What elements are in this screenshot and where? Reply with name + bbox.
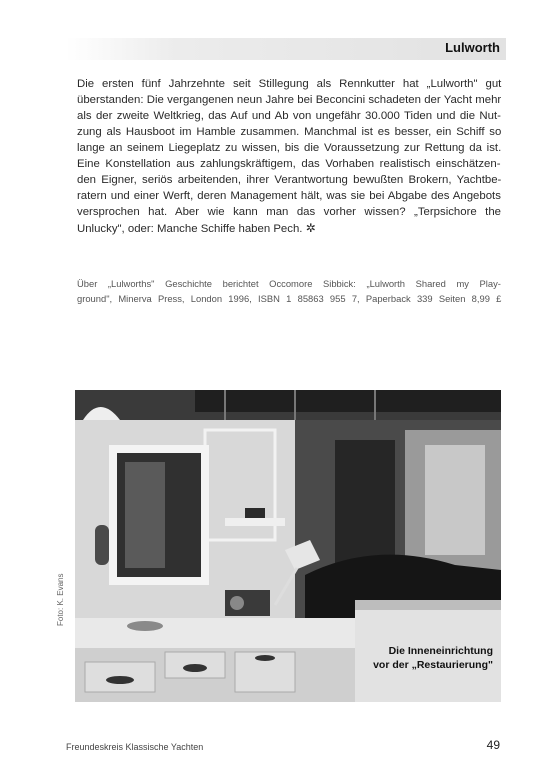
page-title: Lulworth [445, 40, 500, 55]
article-line-last [77, 220, 501, 237]
page-number: 49 [486, 738, 500, 752]
header-band [66, 38, 506, 60]
source-note [77, 276, 501, 306]
article-line: lange an seinem Liegeplatz zu wissen, bis die Voraussetzung zur Rettung da ist. [77, 142, 502, 154]
photo-credit: Foto: K. Evans [56, 573, 65, 626]
article-body [77, 76, 501, 237]
source-note-line: ground", Minerva Press, London 1996, ISBN 1 85863 955 7, Paperback 339 Seiten 8,99 £ [77, 293, 502, 304]
source-note-line: Über „Lulworths" Geschichte berichtet Occomore Sibbick: „Lulworth Shared my Play- [77, 278, 501, 289]
article-line: versprochen hat. Aber wie kann man das vorher wissen? „Terpsichore the [77, 206, 502, 218]
article-line: ratern und einer Werft, deren Management hält, was sie bei Abgabe des Angebots [77, 190, 501, 202]
end-mark-icon: ✲ [305, 221, 316, 235]
article-line: den Eigner, seriös arbeitenden, ihrer Verantwortung bewußten Brokern, Yachtbe- [77, 174, 502, 186]
article-line: als der zweite Weltkrieg, das Auf und Ab von ungefähr 30.000 Tiden und die Nut- [77, 110, 501, 122]
caption-line: vor der „Restaurierung" [373, 659, 493, 671]
article-line: überstanden: Die vergangenen neun Jahre bei Beconcini schadeten der Yacht mehr [77, 94, 502, 106]
footer-publication: Freundeskreis Klassische Yachten [66, 742, 204, 752]
photo-caption [373, 644, 493, 672]
interior-photo [75, 390, 501, 702]
caption-line: Die Inneneinrichtung [388, 645, 493, 657]
article-line: Eine Konstellation aus zahlungskräftigem, das Vorhaben realistisch einschätzen- [77, 158, 501, 170]
article-line: Unlucky", oder: Manche Schiffe haben Pech. [77, 223, 303, 235]
article-line: zung als Hausboot im Hamble zusammen. Manchmal ist es besser, ein Schiff so [77, 126, 502, 138]
article-line: Die ersten fünf Jahrzehnte seit Stillegung als Rennkutter hat „Lulworth" gut [77, 78, 502, 90]
